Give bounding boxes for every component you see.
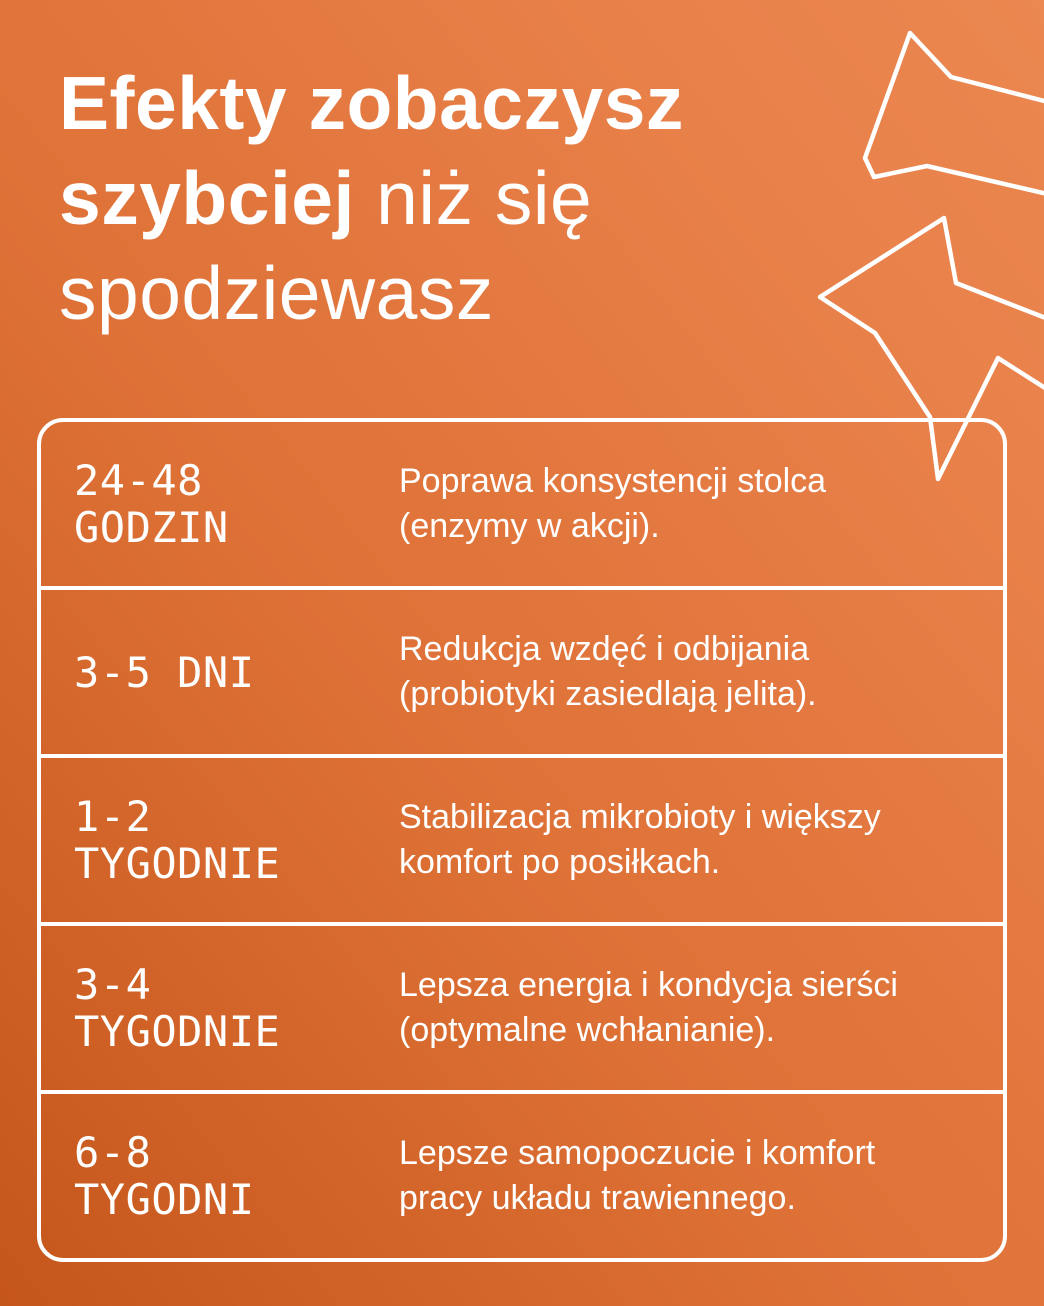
time-value: 1-2 xyxy=(74,792,152,841)
description-cell: Redukcja wzdęć i odbijania (probiotyki zasiedlają jelita). xyxy=(399,630,817,713)
time-cell xyxy=(41,457,399,551)
title-light-text: niż się xyxy=(354,156,593,240)
page-title-line-1 xyxy=(59,56,684,151)
time-unit: GODZIN xyxy=(74,503,229,552)
title-bold-text: szybciej xyxy=(59,156,355,240)
timeline-row-3-5-dni xyxy=(41,586,1003,754)
time-cell xyxy=(41,793,399,887)
effects-timeline-table xyxy=(37,418,1007,1262)
timeline-row-24-48-godzin xyxy=(41,422,1003,586)
page-title-line-3 xyxy=(59,246,684,341)
timeline-row-3-4-tygodnie xyxy=(41,922,1003,1090)
description-cell: Stabilizacja mikrobioty i większy komfort po posiłkach. xyxy=(399,798,881,881)
time-unit: TYGODNIE xyxy=(74,1007,281,1056)
time-unit: TYGODNI xyxy=(74,1175,255,1224)
description-cell: Lepsza energia i kondycja sierści (optymalne wchłanianie). xyxy=(399,966,898,1049)
time-unit: TYGODNIE xyxy=(74,839,281,888)
time-value: 3-4 xyxy=(74,960,152,1009)
description-cell: Poprawa konsystencji stolca (enzymy w akcji). xyxy=(399,462,827,545)
time-cell xyxy=(41,961,399,1055)
title-bold-text: Efekty zobaczysz xyxy=(59,61,684,145)
title-light-text: spodziewasz xyxy=(59,251,494,335)
time-value: 24-48 xyxy=(74,456,203,505)
time-cell xyxy=(41,649,399,696)
time-value: 6-8 xyxy=(74,1128,152,1177)
timeline-row-6-8-tygodni xyxy=(41,1090,1003,1258)
time-value: 3-5 DNI xyxy=(74,647,255,697)
page-title xyxy=(59,56,684,341)
time-cell xyxy=(41,1129,399,1223)
description-cell: Lepsze samopoczucie i komfort pracy układu trawiennego. xyxy=(399,1134,876,1217)
timeline-row-1-2-tygodnie xyxy=(41,754,1003,922)
sparkle-arrow-top-icon xyxy=(865,33,1044,196)
page-title-line-2 xyxy=(59,151,684,246)
